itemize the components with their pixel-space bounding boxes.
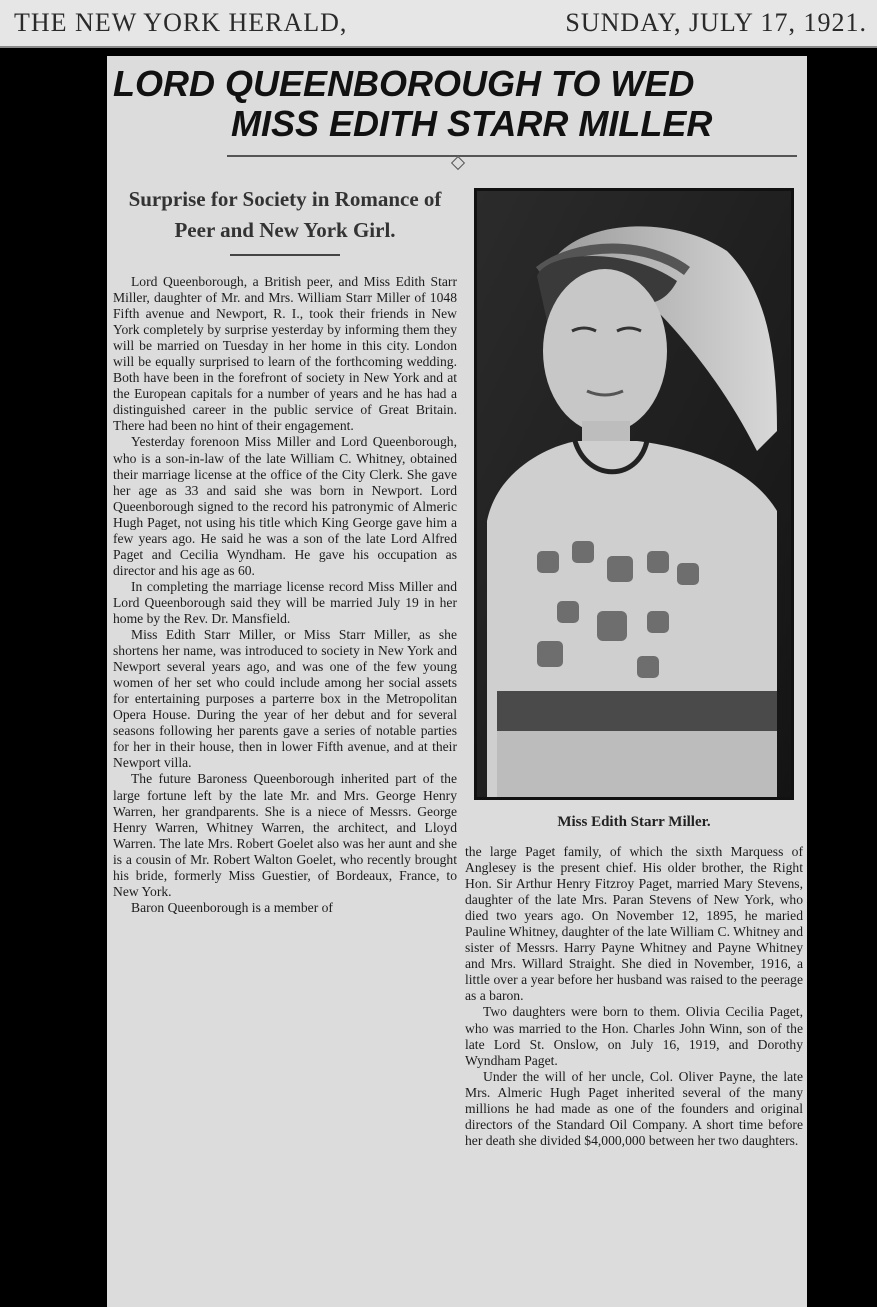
paragraph: the large Paget family, of which the sixth Marquess of Anglesey is the present chief. His older brother, the Right Hon. Sir Arthur Henry Fitzroy Paget, married Mary Stevens, daughter of the late Mrs. Paran Stevens of New York, who died two years ago. On November 12, 1895, he maried Pauline Whitney, daughter of the late William C. Whitney and sister of Messrs. Harry Payne Whitney and Payne Whitney and Mrs. Willard Straight. She died in November, 1916, a little over a year before her husband was raised to the peerage as a baron. [465,844,803,1004]
portrait-photo [474,188,794,800]
paragraph: Baron Queenborough is a member of [131,899,333,915]
headline-line-2: MISS EDITH STARR MILLER [231,103,713,144]
portrait-illustration [477,191,791,797]
paragraph: The future Baroness Queenborough inherited part of the large fortune left by the late Mr. and Mrs. George Henry Warren, her grandparents. She is a niece of Messrs. George Henry Warren, Whitney Warren, the architect, and Lloyd Warren. The late Mrs. Robert Goelet also was her aunt and she is a cousin of Mr. Robert Walton Goelet, who recently brought his bride, formerly Miss Guestier, of Bordeaux, France, to New York. [113,771,457,899]
paragraph: Miss Edith Starr Miller, or Miss Starr Miller, as she shortens her name, was introduced to society in New York and Newport several years ago, and was one of the few young women of her set who could include among her social assets for entertaining purposes a parterre box in the Metropolitan Opera House. During the year of her debut and for several seasons following her parents gave a series of notable parties for her in their house, then in lower Fifth avenue, and at their Newport villa. [113,627,457,771]
right-column [465,844,803,1149]
left-column [113,178,457,916]
paragraph: Under the will of her uncle, Col. Oliver Payne, the late Mrs. Almeric Hugh Paget inherited several of the many millions he had made as one of the founders and original directors of the Standard Oil Company. A short time before her death she divided $4,000,000 between her two daughters. [465,1068,803,1148]
paragraph: Two daughters were born to them. Olivia Cecilia Paget, who was married to the Hon. Charles John Winn, son of the late Lord St. Onslow, on July 16, 1919, and Dorothy Wyndham Paget. [465,1004,803,1068]
paragraph: In completing the marriage license record Miss Miller and Lord Queenborough said they will be married July 19 in her home by the Rev. Dr. Mansfield. [113,578,457,626]
paper-name: THE NEW YORK HERALD, [14,8,348,37]
photo-caption: Miss Edith Starr Miller. [557,814,711,830]
article-clipping [107,56,807,1307]
right-column-text [465,844,803,1149]
newspaper-masthead [0,0,877,48]
headline [113,64,803,144]
subhead-rule [230,254,340,256]
subheadline: Surprise for Society in Romance of Peer and New York Girl. [128,187,442,242]
headline-rule [227,155,797,157]
paragraph: Lord Queenborough, a British peer, and Miss Edith Starr Miller, daughter of Mr. and Mrs. William Starr Miller of 1048 Fifth avenue and Newport, R. I., took their friends in New York completely by surprise yesterday by informing them they will be married on Tuesday in her home in this city. London will be equally surprised to learn of the forthcoming wedding. Both have been in the forefront of society in New York and at the European capitals for a number of years and he has had a distinguished career in the public service of Great Britain. There had been no hint of their engagement. [113,274,457,434]
headline-line-1: LORD QUEENBOROUGH TO WED [113,63,695,104]
rule-ornament [451,156,465,170]
issue-date: SUNDAY, JULY 17, 1921. [565,8,867,37]
left-column-text [113,274,457,916]
paragraph: Yesterday forenoon Miss Miller and Lord Queenborough, who is a son-in-law of the late William C. Whitney, obtained their marriage license at the office of the City Clerk. She gave her age as 33 and said she was born in Newport. Lord Queenborough signed to the record his patronymic of Almeric Hugh Paget, not using his title which King George gave him a few years ago. He said he was a son of the late Lord Alfred Paget and Cecilia Wyndham. He gave his occupation as director and his age as 60. [113,434,457,578]
